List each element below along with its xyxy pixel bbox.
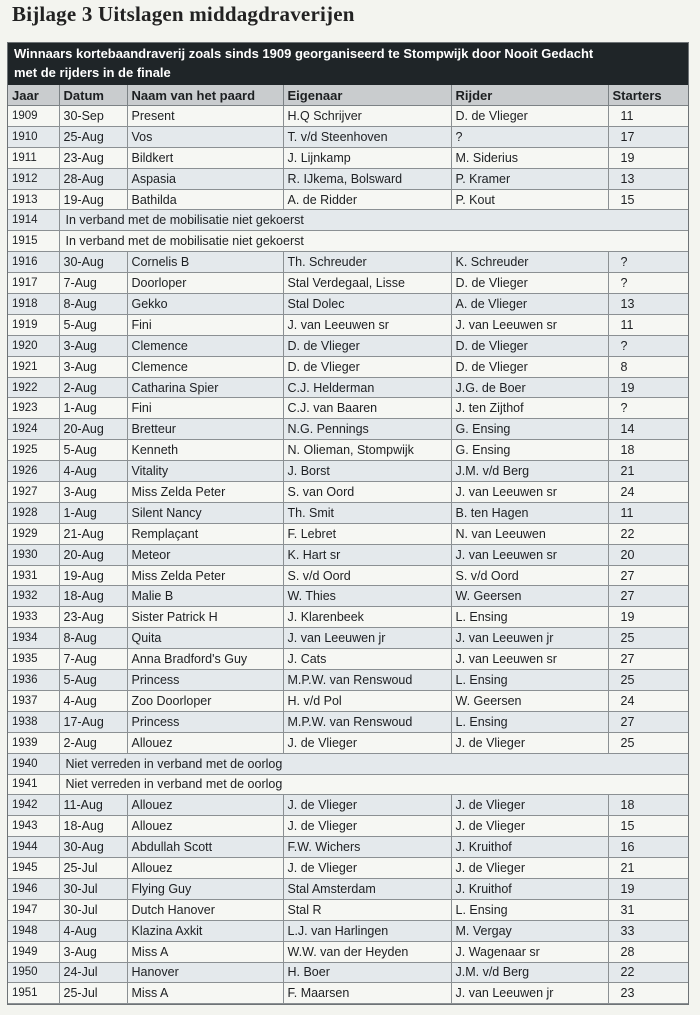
cell-jaar: 1947 xyxy=(8,899,59,920)
column-header-jaar: Jaar xyxy=(8,85,59,106)
cell-datum: 23-Aug xyxy=(59,147,127,168)
cell-datum: 20-Aug xyxy=(59,544,127,565)
cell-rijder: J. Kruithof xyxy=(451,837,608,858)
cell-eigenaar: W. Thies xyxy=(283,586,451,607)
cell-eigenaar: M.P.W. van Renswoud xyxy=(283,711,451,732)
table-row xyxy=(8,858,688,879)
cell-starters: 11 xyxy=(608,502,688,523)
cell-datum: 8-Aug xyxy=(59,294,127,315)
cell-rijder: J. van Leeuwen sr xyxy=(451,482,608,503)
cell-rijder: D. de Vlieger xyxy=(451,106,608,127)
cell-datum: 30-Sep xyxy=(59,106,127,127)
cell-datum: 5-Aug xyxy=(59,670,127,691)
cell-datum: 19-Aug xyxy=(59,565,127,586)
table-row xyxy=(8,398,688,419)
cell-jaar: 1913 xyxy=(8,189,59,210)
cell-paard: Gekko xyxy=(127,294,283,315)
cell-jaar: 1922 xyxy=(8,377,59,398)
cell-datum: 25-Jul xyxy=(59,858,127,879)
cell-starters: 21 xyxy=(608,858,688,879)
cell-paard: Anna Bradford's Guy xyxy=(127,649,283,670)
cell-paard: Aspasia xyxy=(127,168,283,189)
cell-datum: 30-Jul xyxy=(59,899,127,920)
cell-datum: 7-Aug xyxy=(59,273,127,294)
cell-eigenaar: H. v/d Pol xyxy=(283,690,451,711)
cell-datum: 4-Aug xyxy=(59,461,127,482)
cell-jaar: 1945 xyxy=(8,858,59,879)
cell-starters: ? xyxy=(608,335,688,356)
cell-eigenaar: Stal Verdegaal, Lisse xyxy=(283,273,451,294)
cell-jaar: 1925 xyxy=(8,440,59,461)
cell-starters: 23 xyxy=(608,983,688,1004)
cell-jaar: 1937 xyxy=(8,690,59,711)
table-row xyxy=(8,523,688,544)
column-header-rijder: Rijder xyxy=(451,85,608,106)
table-row xyxy=(8,482,688,503)
cell-rijder: J. van Leeuwen jr xyxy=(451,628,608,649)
table-row xyxy=(8,649,688,670)
cell-jaar: 1920 xyxy=(8,335,59,356)
cell-eigenaar: Stal Dolec xyxy=(283,294,451,315)
cell-datum: 17-Aug xyxy=(59,711,127,732)
cell-paard: Allouez xyxy=(127,816,283,837)
page-title: Bijlage 3 Uitslagen middagdraverijen xyxy=(12,2,355,26)
cell-starters: 11 xyxy=(608,106,688,127)
cell-paard: Doorloper xyxy=(127,273,283,294)
cell-datum: 3-Aug xyxy=(59,482,127,503)
cell-starters: 20 xyxy=(608,544,688,565)
table-row xyxy=(8,711,688,732)
cell-paard: Clemence xyxy=(127,335,283,356)
cell-eigenaar: Th. Smit xyxy=(283,502,451,523)
cell-datum: 24-Jul xyxy=(59,962,127,983)
cell-starters: 33 xyxy=(608,920,688,941)
cell-paard: Cornelis B xyxy=(127,252,283,273)
cell-eigenaar: D. de Vlieger xyxy=(283,335,451,356)
cell-starters: 24 xyxy=(608,482,688,503)
cell-paard: Princess xyxy=(127,670,283,691)
cell-jaar: 1940 xyxy=(8,753,59,774)
cell-rijder: J. Kruithof xyxy=(451,878,608,899)
cell-rijder: J. van Leeuwen sr xyxy=(451,649,608,670)
cell-eigenaar: J. Borst xyxy=(283,461,451,482)
table-row xyxy=(8,586,688,607)
cell-rijder: L. Ensing xyxy=(451,607,608,628)
cell-rijder: J.M. v/d Berg xyxy=(451,461,608,482)
cell-starters: 19 xyxy=(608,607,688,628)
column-header-eigenaar: Eigenaar xyxy=(283,85,451,106)
cell-paard: Clemence xyxy=(127,356,283,377)
cell-rijder: P. Kramer xyxy=(451,168,608,189)
cell-rijder: J. van Leeuwen sr xyxy=(451,544,608,565)
cell-rijder: S. v/d Oord xyxy=(451,565,608,586)
cell-paard: Meteor xyxy=(127,544,283,565)
cell-rijder: W. Geersen xyxy=(451,586,608,607)
table-row xyxy=(8,168,688,189)
cell-eigenaar: J. Klarenbeek xyxy=(283,607,451,628)
cell-datum: 4-Aug xyxy=(59,920,127,941)
cell-rijder: J. de Vlieger xyxy=(451,816,608,837)
cell-jaar: 1923 xyxy=(8,398,59,419)
cell-eigenaar: W.W. van der Heyden xyxy=(283,941,451,962)
cell-note: In verband met de mobilisatie niet gekoerst xyxy=(59,231,688,252)
cell-starters: 22 xyxy=(608,523,688,544)
cell-starters: ? xyxy=(608,273,688,294)
table-row xyxy=(8,377,688,398)
table-row xyxy=(8,126,688,147)
cell-eigenaar: Th. Schreuder xyxy=(283,252,451,273)
cell-jaar: 1934 xyxy=(8,628,59,649)
cell-jaar: 1911 xyxy=(8,147,59,168)
cell-datum: 30-Jul xyxy=(59,878,127,899)
cell-eigenaar: C.J. van Baaren xyxy=(283,398,451,419)
cell-eigenaar: F. Lebret xyxy=(283,523,451,544)
table-row xyxy=(8,941,688,962)
cell-rijder: J.M. v/d Berg xyxy=(451,962,608,983)
cell-jaar: 1929 xyxy=(8,523,59,544)
table-row xyxy=(8,565,688,586)
cell-paard: Kenneth xyxy=(127,440,283,461)
cell-jaar: 1919 xyxy=(8,314,59,335)
cell-paard: Dutch Hanover xyxy=(127,899,283,920)
cell-eigenaar: H.Q Schrijver xyxy=(283,106,451,127)
cell-datum: 11-Aug xyxy=(59,795,127,816)
table-row xyxy=(8,962,688,983)
cell-eigenaar: N. Olieman, Stompwijk xyxy=(283,440,451,461)
cell-starters: 13 xyxy=(608,294,688,315)
cell-jaar: 1949 xyxy=(8,941,59,962)
cell-jaar: 1910 xyxy=(8,126,59,147)
cell-paard: Sister Patrick H xyxy=(127,607,283,628)
cell-rijder: D. de Vlieger xyxy=(451,335,608,356)
cell-datum: 25-Aug xyxy=(59,126,127,147)
cell-paard: Present xyxy=(127,106,283,127)
cell-paard: Vitality xyxy=(127,461,283,482)
cell-datum: 20-Aug xyxy=(59,419,127,440)
cell-rijder: J. de Vlieger xyxy=(451,795,608,816)
cell-paard: Hanover xyxy=(127,962,283,983)
cell-eigenaar: F. Maarsen xyxy=(283,983,451,1004)
cell-starters: 17 xyxy=(608,126,688,147)
cell-eigenaar: D. de Vlieger xyxy=(283,356,451,377)
cell-datum: 25-Jul xyxy=(59,983,127,1004)
cell-jaar: 1948 xyxy=(8,920,59,941)
cell-rijder: M. Siderius xyxy=(451,147,608,168)
cell-datum: 5-Aug xyxy=(59,314,127,335)
cell-starters: 13 xyxy=(608,168,688,189)
cell-eigenaar: J. Lijnkamp xyxy=(283,147,451,168)
cell-paard: Quita xyxy=(127,628,283,649)
cell-starters: 28 xyxy=(608,941,688,962)
cell-eigenaar: Stal R xyxy=(283,899,451,920)
cell-jaar: 1918 xyxy=(8,294,59,315)
cell-jaar: 1924 xyxy=(8,419,59,440)
table-row xyxy=(8,816,688,837)
cell-starters: 25 xyxy=(608,732,688,753)
cell-eigenaar: L.J. van Harlingen xyxy=(283,920,451,941)
cell-datum: 2-Aug xyxy=(59,377,127,398)
cell-paard: Bretteur xyxy=(127,419,283,440)
cell-note: Niet verreden in verband met de oorlog xyxy=(59,774,688,795)
cell-jaar: 1915 xyxy=(8,231,59,252)
cell-eigenaar: S. van Oord xyxy=(283,482,451,503)
table-row xyxy=(8,753,688,774)
cell-jaar: 1932 xyxy=(8,586,59,607)
cell-jaar: 1950 xyxy=(8,962,59,983)
table-row xyxy=(8,210,688,231)
cell-paard: Fini xyxy=(127,314,283,335)
cell-starters: 19 xyxy=(608,147,688,168)
cell-jaar: 1943 xyxy=(8,816,59,837)
table-row xyxy=(8,440,688,461)
cell-note: Niet verreden in verband met de oorlog xyxy=(59,753,688,774)
cell-paard: Miss Zelda Peter xyxy=(127,482,283,503)
cell-starters: 18 xyxy=(608,440,688,461)
cell-starters: 14 xyxy=(608,419,688,440)
table-row xyxy=(8,147,688,168)
cell-rijder: B. ten Hagen xyxy=(451,502,608,523)
table-row xyxy=(8,628,688,649)
cell-rijder: P. Kout xyxy=(451,189,608,210)
cell-paard: Allouez xyxy=(127,795,283,816)
cell-starters: 18 xyxy=(608,795,688,816)
cell-jaar: 1921 xyxy=(8,356,59,377)
cell-rijder: J. ten Zijthof xyxy=(451,398,608,419)
cell-rijder: G. Ensing xyxy=(451,419,608,440)
cell-starters: 21 xyxy=(608,461,688,482)
cell-datum: 19-Aug xyxy=(59,189,127,210)
cell-starters: 31 xyxy=(608,899,688,920)
table-row xyxy=(8,335,688,356)
cell-datum: 3-Aug xyxy=(59,941,127,962)
cell-datum: 1-Aug xyxy=(59,398,127,419)
cell-datum: 30-Aug xyxy=(59,837,127,858)
cell-jaar: 1941 xyxy=(8,774,59,795)
header-row xyxy=(8,85,688,106)
cell-jaar: 1944 xyxy=(8,837,59,858)
cell-datum: 4-Aug xyxy=(59,690,127,711)
cell-rijder: L. Ensing xyxy=(451,711,608,732)
table-row xyxy=(8,690,688,711)
cell-paard: Miss Zelda Peter xyxy=(127,565,283,586)
cell-rijder: J. van Leeuwen sr xyxy=(451,314,608,335)
cell-paard: Miss A xyxy=(127,941,283,962)
table-body xyxy=(8,106,688,1004)
table-row xyxy=(8,419,688,440)
cell-starters: 11 xyxy=(608,314,688,335)
table-row xyxy=(8,461,688,482)
cell-starters: 22 xyxy=(608,962,688,983)
cell-datum: 18-Aug xyxy=(59,816,127,837)
results-table-container xyxy=(7,42,689,1005)
cell-paard: Allouez xyxy=(127,858,283,879)
cell-jaar: 1914 xyxy=(8,210,59,231)
cell-rijder: J. de Vlieger xyxy=(451,858,608,879)
cell-jaar: 1939 xyxy=(8,732,59,753)
table-row xyxy=(8,273,688,294)
cell-rijder: M. Vergay xyxy=(451,920,608,941)
cell-starters: 25 xyxy=(608,670,688,691)
cell-eigenaar: A. de Ridder xyxy=(283,189,451,210)
cell-jaar: 1933 xyxy=(8,607,59,628)
cell-paard: Catharina Spier xyxy=(127,377,283,398)
table-caption-line-1: Winnaars kortebaandraverij zoals sinds 1909 georganiseerd te Stompwijk door Nooit Gedacht xyxy=(14,46,594,61)
cell-datum: 3-Aug xyxy=(59,356,127,377)
cell-starters: 15 xyxy=(608,816,688,837)
cell-note: In verband met de mobilisatie niet gekoerst xyxy=(59,210,688,231)
cell-paard: Bathilda xyxy=(127,189,283,210)
cell-eigenaar: F.W. Wichers xyxy=(283,837,451,858)
cell-starters: 25 xyxy=(608,628,688,649)
table-caption xyxy=(8,43,688,85)
cell-eigenaar: M.P.W. van Renswoud xyxy=(283,670,451,691)
table-row xyxy=(8,920,688,941)
cell-paard: Abdullah Scott xyxy=(127,837,283,858)
cell-starters: 15 xyxy=(608,189,688,210)
table-row xyxy=(8,231,688,252)
cell-eigenaar: J. Cats xyxy=(283,649,451,670)
cell-eigenaar: N.G. Pennings xyxy=(283,419,451,440)
cell-rijder: G. Ensing xyxy=(451,440,608,461)
cell-jaar: 1916 xyxy=(8,252,59,273)
results-table xyxy=(8,85,688,1004)
table-caption-line-2: met de rijders in de finale xyxy=(14,64,171,80)
cell-paard: Vos xyxy=(127,126,283,147)
cell-starters: 27 xyxy=(608,649,688,670)
cell-eigenaar: J. de Vlieger xyxy=(283,858,451,879)
cell-jaar: 1936 xyxy=(8,670,59,691)
cell-eigenaar: C.J. Helderman xyxy=(283,377,451,398)
column-header-starters: Starters xyxy=(608,85,688,106)
table-row xyxy=(8,106,688,127)
cell-jaar: 1927 xyxy=(8,482,59,503)
cell-datum: 5-Aug xyxy=(59,440,127,461)
cell-datum: 28-Aug xyxy=(59,168,127,189)
cell-eigenaar: T. v/d Steenhoven xyxy=(283,126,451,147)
cell-rijder: K. Schreuder xyxy=(451,252,608,273)
table-row xyxy=(8,899,688,920)
cell-paard: Allouez xyxy=(127,732,283,753)
cell-jaar: 1917 xyxy=(8,273,59,294)
cell-jaar: 1942 xyxy=(8,795,59,816)
cell-paard: Klazina Axkit xyxy=(127,920,283,941)
cell-starters: 24 xyxy=(608,690,688,711)
cell-rijder: J.G. de Boer xyxy=(451,377,608,398)
cell-eigenaar: S. v/d Oord xyxy=(283,565,451,586)
table-row xyxy=(8,252,688,273)
cell-starters: 19 xyxy=(608,878,688,899)
cell-paard: Remplaçant xyxy=(127,523,283,544)
cell-starters: 27 xyxy=(608,711,688,732)
cell-eigenaar: J. van Leeuwen sr xyxy=(283,314,451,335)
cell-datum: 18-Aug xyxy=(59,586,127,607)
table-row xyxy=(8,294,688,315)
cell-datum: 8-Aug xyxy=(59,628,127,649)
column-header-datum: Datum xyxy=(59,85,127,106)
cell-eigenaar: J. van Leeuwen jr xyxy=(283,628,451,649)
cell-rijder: D. de Vlieger xyxy=(451,273,608,294)
cell-datum: 3-Aug xyxy=(59,335,127,356)
cell-eigenaar: H. Boer xyxy=(283,962,451,983)
cell-eigenaar: J. de Vlieger xyxy=(283,816,451,837)
cell-paard: Malie B xyxy=(127,586,283,607)
cell-jaar: 1931 xyxy=(8,565,59,586)
cell-jaar: 1938 xyxy=(8,711,59,732)
cell-datum: 2-Aug xyxy=(59,732,127,753)
cell-paard: Silent Nancy xyxy=(127,502,283,523)
cell-jaar: 1928 xyxy=(8,502,59,523)
cell-rijder: L. Ensing xyxy=(451,670,608,691)
table-row xyxy=(8,837,688,858)
cell-jaar: 1951 xyxy=(8,983,59,1004)
cell-starters: ? xyxy=(608,398,688,419)
cell-eigenaar: J. de Vlieger xyxy=(283,732,451,753)
cell-rijder: J. de Vlieger xyxy=(451,732,608,753)
cell-jaar: 1912 xyxy=(8,168,59,189)
cell-starters: 27 xyxy=(608,586,688,607)
cell-starters: 27 xyxy=(608,565,688,586)
cell-rijder: J. Wagenaar sr xyxy=(451,941,608,962)
cell-paard: Miss A xyxy=(127,983,283,1004)
cell-datum: 21-Aug xyxy=(59,523,127,544)
cell-jaar: 1935 xyxy=(8,649,59,670)
cell-eigenaar: K. Hart sr xyxy=(283,544,451,565)
table-row xyxy=(8,983,688,1004)
cell-jaar: 1909 xyxy=(8,106,59,127)
cell-rijder: J. van Leeuwen jr xyxy=(451,983,608,1004)
cell-paard: Fini xyxy=(127,398,283,419)
table-row xyxy=(8,189,688,210)
cell-datum: 7-Aug xyxy=(59,649,127,670)
cell-datum: 1-Aug xyxy=(59,502,127,523)
cell-rijder: W. Geersen xyxy=(451,690,608,711)
column-header-paard: Naam van het paard xyxy=(127,85,283,106)
cell-starters: ? xyxy=(608,252,688,273)
cell-starters: 8 xyxy=(608,356,688,377)
cell-rijder: N. van Leeuwen xyxy=(451,523,608,544)
table-row xyxy=(8,732,688,753)
cell-eigenaar: Stal Amsterdam xyxy=(283,878,451,899)
cell-eigenaar: J. de Vlieger xyxy=(283,795,451,816)
cell-starters: 16 xyxy=(608,837,688,858)
cell-rijder: D. de Vlieger xyxy=(451,356,608,377)
cell-paard: Zoo Doorloper xyxy=(127,690,283,711)
table-row xyxy=(8,607,688,628)
table-row xyxy=(8,878,688,899)
cell-datum: 30-Aug xyxy=(59,252,127,273)
cell-paard: Princess xyxy=(127,711,283,732)
cell-rijder: L. Ensing xyxy=(451,899,608,920)
table-row xyxy=(8,795,688,816)
cell-datum: 23-Aug xyxy=(59,607,127,628)
table-row xyxy=(8,314,688,335)
table-row xyxy=(8,356,688,377)
cell-paard: Flying Guy xyxy=(127,878,283,899)
table-row xyxy=(8,670,688,691)
cell-rijder: ? xyxy=(451,126,608,147)
cell-rijder: A. de Vlieger xyxy=(451,294,608,315)
cell-paard: Bildkert xyxy=(127,147,283,168)
table-row xyxy=(8,502,688,523)
cell-starters: 19 xyxy=(608,377,688,398)
cell-jaar: 1930 xyxy=(8,544,59,565)
table-row xyxy=(8,544,688,565)
cell-jaar: 1926 xyxy=(8,461,59,482)
cell-jaar: 1946 xyxy=(8,878,59,899)
table-row xyxy=(8,774,688,795)
cell-eigenaar: R. IJkema, Bolsward xyxy=(283,168,451,189)
